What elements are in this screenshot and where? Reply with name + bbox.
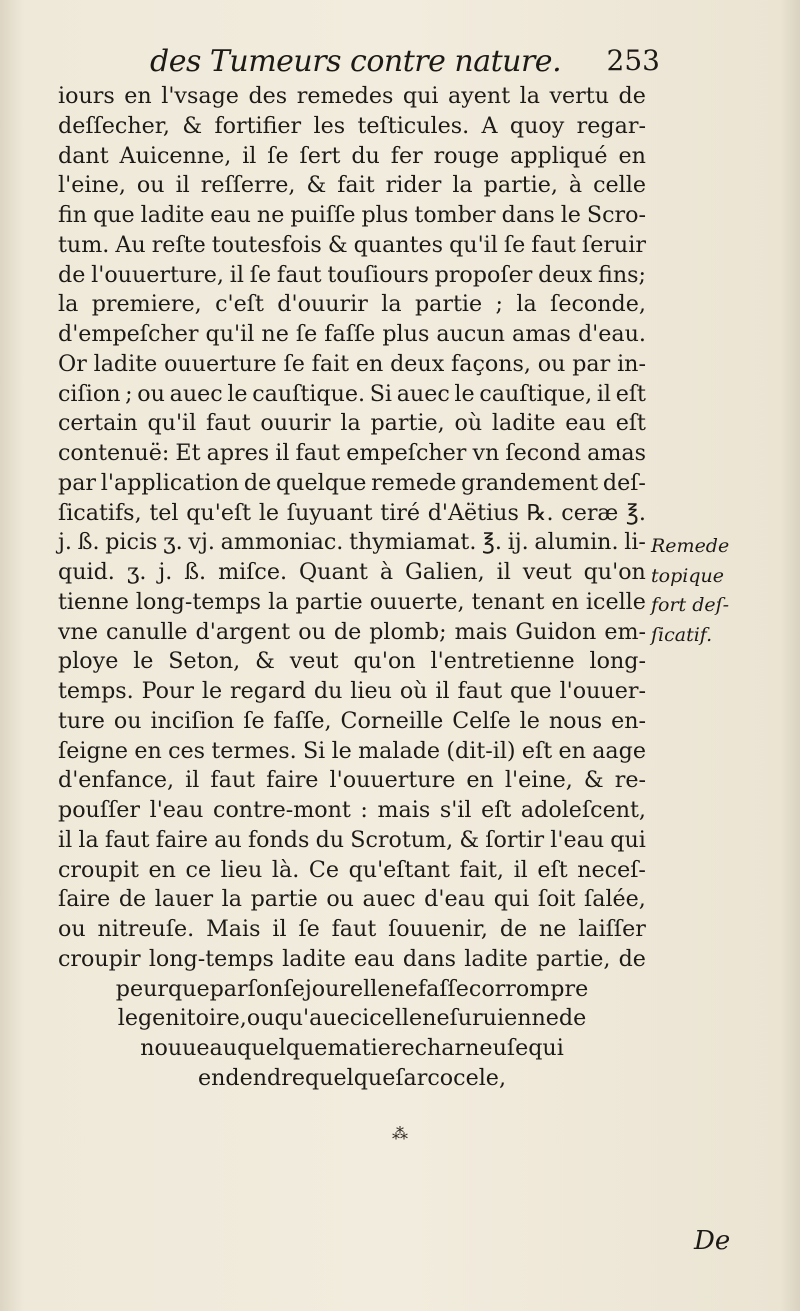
text-line: ou nitreuſe. Mais il ſe faut ſouuenir, de ne laiſſer xyxy=(58,916,646,942)
text-line: peur que par ſon ſejour elle ne faſſe corrompre xyxy=(115,975,589,1002)
margin-note xyxy=(651,532,791,650)
page-header xyxy=(140,44,660,84)
text-line: pouſſer l'eau contre-mont : mais s'il eſt adoleſcent, xyxy=(58,797,646,823)
catchword: De xyxy=(694,1226,731,1256)
text-line: par l'application de quelque remede grandement deſ- xyxy=(58,469,646,496)
text-line: il la faut faire au fonds du Scrotum, & ſortir l'eau qui xyxy=(58,826,646,853)
text-line: de l'ouuerture, il ſe faut touſiours propoſer deux fins; xyxy=(58,261,646,288)
text-line: tienne long-temps la partie ouuerte, tenant en icelle xyxy=(58,588,646,615)
text-line: quid. ʒ. j. ß. miſce. Quant à Galien, il veut qu'on xyxy=(58,559,646,585)
asterism-ornament: ⁂ xyxy=(392,1124,408,1143)
text-line: l'eine, ou il reſſerre, & fait rider la partie, à celle xyxy=(58,172,646,199)
text-line: iours en l'vsage des remedes qui ayent la vertu de xyxy=(58,83,646,109)
text-line: deſſecher, & fortifier les teſticules. A quoy regar- xyxy=(58,112,646,139)
margin-note-line: topique xyxy=(651,564,724,587)
text-line: le genitoire, ou qu'auec icelle ne ſuruienne de xyxy=(117,1005,587,1032)
text-line: croupit en ce lieu là. Ce qu'eſtant fait, il eſt neceſ- xyxy=(58,856,646,883)
text-line: certain qu'il faut ouurir la partie, où ladite eau eſt xyxy=(58,410,646,437)
text-line: temps. Pour le regard du lieu où il faut que l'ouuer- xyxy=(58,678,646,704)
text-line: nouueau quelque matiere charneuſe qui xyxy=(140,1035,564,1061)
text-line: tum. Au reſte toutesfois & quantes qu'il ſe faut ſeruir xyxy=(58,231,646,258)
text-line: ſicatifs, tel qu'eſt le ſuyuant tiré d'Aëtius ℞. ceræ ℥. xyxy=(58,499,646,526)
text-line: ture ou inciſion ſe faſſe, Corneille Celſe le nous en- xyxy=(58,707,646,734)
margin-note-line: fort deſ- xyxy=(651,594,730,616)
text-line: fin que ladite eau ne puiſſe plus tomber dans le Scro- xyxy=(58,202,646,228)
text-line: la premiere, c'eſt d'ouurir la partie ; la ſeconde, xyxy=(58,291,646,318)
text-line: ſeigne en ces termes. Si le malade (dit-il) eſt en aage xyxy=(58,737,646,764)
margin-note-line: Remede xyxy=(651,535,730,557)
text-line: d'empeſcher qu'il ne ſe faſſe plus aucun amas d'eau. xyxy=(58,321,646,347)
text-line: endendre quelque ſarcocele, xyxy=(198,1064,506,1091)
text-line: ciſion ; ou auec le cauſtique. Si auec le cauſtique, il eſt xyxy=(58,380,646,407)
margin-note-line: ſicatif. xyxy=(651,623,713,646)
text-line: ploye le Seton, & veut qu'on l'entretienne long- xyxy=(58,648,646,675)
text-line: j. ß. picis ʒ. vj. ammoniac. thymiamat. ℥. ij. alumin. li- xyxy=(58,529,646,556)
text-line: ſaire de lauer la partie ou auec d'eau qui ſoit ſalée, xyxy=(58,886,646,913)
text-line: vne canulle d'argent ou de plomb; mais Guidon em- xyxy=(58,618,646,645)
page-number: 253 xyxy=(606,44,660,77)
text-line: dant Auicenne, il ſe ſert du fer rouge appliqué en xyxy=(58,142,646,169)
body-text xyxy=(58,82,646,1094)
text-line: Or ladite ouuerture ſe fait en deux façons, ou par in- xyxy=(58,350,646,377)
text-line: contenuë: Et apres il faut empeſcher vn ſecond amas xyxy=(58,440,646,466)
text-line: croupir long-temps ladite eau dans ladite partie, de xyxy=(58,945,646,972)
running-title: des Tumeurs contre nature. xyxy=(150,44,562,79)
text-line: d'enfance, il faut faire l'ouuerture en l'eine, & re- xyxy=(58,767,646,794)
